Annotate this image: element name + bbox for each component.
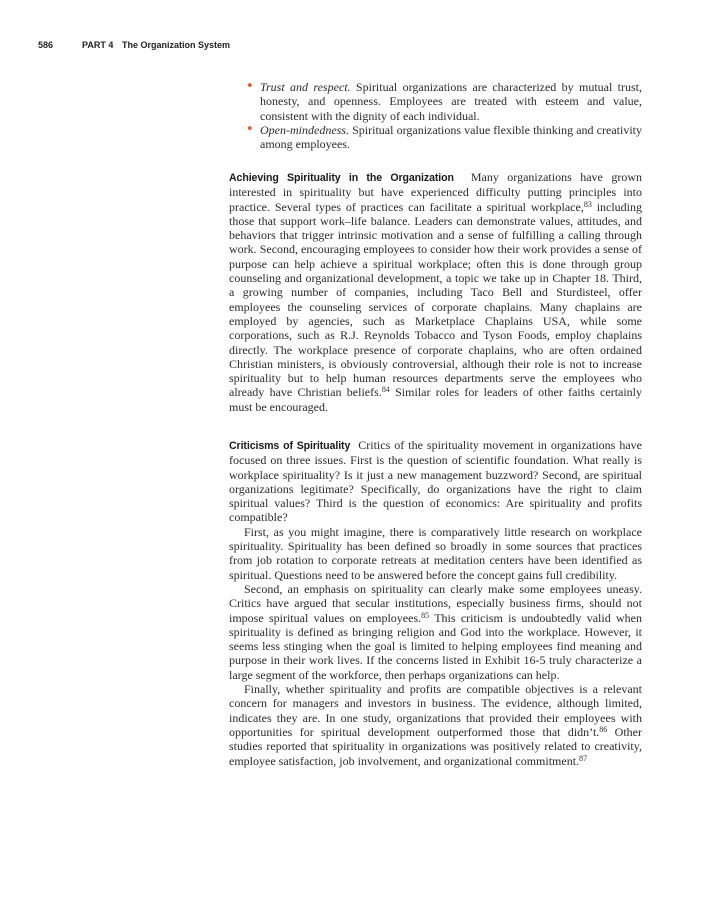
part-title: The Organization System xyxy=(122,40,231,50)
footnote-ref: 83 xyxy=(583,199,592,209)
bullet-text: Spiritual organizations are characterized by mutual trust, honesty, and openness. Employees are treated with esteem and value, consistent with the dignity of each individual. xyxy=(260,80,642,123)
body-text: This criticism is undoubtedly valid when spirituality is defined as bringing religion and God into the workplace. However, it seems less stinging when the goal is limited to helping employees find meaning and purpose in their work lives. If the concerns listed in Exhibit 16-5 truly characterize a large segment of the workforce, then perhaps organizations can help. xyxy=(229,610,642,682)
footnote-ref: 86 xyxy=(599,724,608,734)
body-text: Other studies reported that spirituality in organizations was positively related to creativity, employee satisfaction, job involvement, and organizational commitment. xyxy=(229,724,642,768)
section-heading: Criticisms of Spirituality xyxy=(229,440,351,452)
part-label: PART 4 xyxy=(82,40,114,50)
footnote-ref: 87 xyxy=(579,753,588,763)
bullet-text: Spiritual organizations value flexible thinking and creativity among employees. xyxy=(260,122,642,152)
paragraph xyxy=(229,438,642,525)
section-achieving-spirituality xyxy=(229,170,642,414)
paragraph xyxy=(229,170,642,414)
paragraph xyxy=(229,582,642,682)
body-text: Critics of the spirituality movement in organizations have focused on three issues. First is the question of scientific foundation. What really is workplace spirituality? Is it just a new management buzzword? Second, are spiritual organizations legitimate? Specifically, do organizations have the right to claim spiritual values? Third is the question of economics: Are spirituality and profits compatible? xyxy=(229,438,642,525)
bullet-item-open-mindedness xyxy=(229,123,642,152)
body-text: Finally, whether spirituality and profits are compatible objectives is a relevant concern for managers and investors in business. The evidence, although limited, indicates they are. In one study, organizations that provided their employees with opportunities for spiritual development outperformed those that didn’t. xyxy=(229,682,642,739)
page-number: 586 xyxy=(38,40,54,50)
body-text: including those that support work–life balance. Leaders can demonstrate values, attitudes, and behaviors that trigger intrinsic motivation and a sense of fulfilling a calling through work. Second, encouraging employees to consider how their work provides a sense of purpose can help achieve a spiritual workplace; often this is done through group counseling and organizational development, a topic we take up in Chapter 18. Third, a growing number of companies, including Taco Bell and Sturdisteel, offer employees the counseling services of corporate chaplains. Many chaplains are employed by agencies, such as Marketplace Chaplains USA, while some corporations, such as R.J. Reynolds Tobacco and Tyson Foods, employ chaplains directly. The workplace presence of corporate chaplains, who are often ordained Christian ministers, is obviously controversial, although their role is not to increase spirituality but to help human resources departments serve the employees who already have Christian beliefs. xyxy=(229,199,643,400)
paragraph: First, as you might imagine, there is comparatively little research on workplace spirituality. Spirituality has been defined so broadly in some sources that practices from job rotation to corporate retreats at meditation centers have been identified as spiritual. Questions need to be answered before the concept gains full credibility. xyxy=(229,524,642,582)
footnote-ref: 84 xyxy=(381,385,390,395)
bullet-dot-icon: • xyxy=(246,79,254,94)
body-text: Similar roles for leaders of other faiths certainly must be encouraged. xyxy=(229,385,643,414)
footnote-ref: 85 xyxy=(421,610,430,620)
bullet-term: Trust and respect. xyxy=(260,80,351,94)
body-text: Many organizations have grown interested in spirituality but have experienced difficulty putting principles into practice. Several types of practices can facilitate a spiritual workplace, xyxy=(229,170,643,214)
bullet-item-trust xyxy=(229,80,642,123)
paragraph xyxy=(229,682,642,768)
section-heading: Achieving Spirituality in the Organization xyxy=(229,172,454,184)
bullet-dot-icon: • xyxy=(246,121,254,137)
bullet-list xyxy=(229,80,642,151)
section-criticisms xyxy=(229,438,642,768)
bullet-term: Open-mindedness. xyxy=(260,122,349,137)
body-text: Second, an emphasis on spirituality can clearly make some employees uneasy. Critics have argued that secular institutions, especially business firms, should not impose spiritual values on employees. xyxy=(229,581,642,625)
running-head xyxy=(38,40,230,50)
